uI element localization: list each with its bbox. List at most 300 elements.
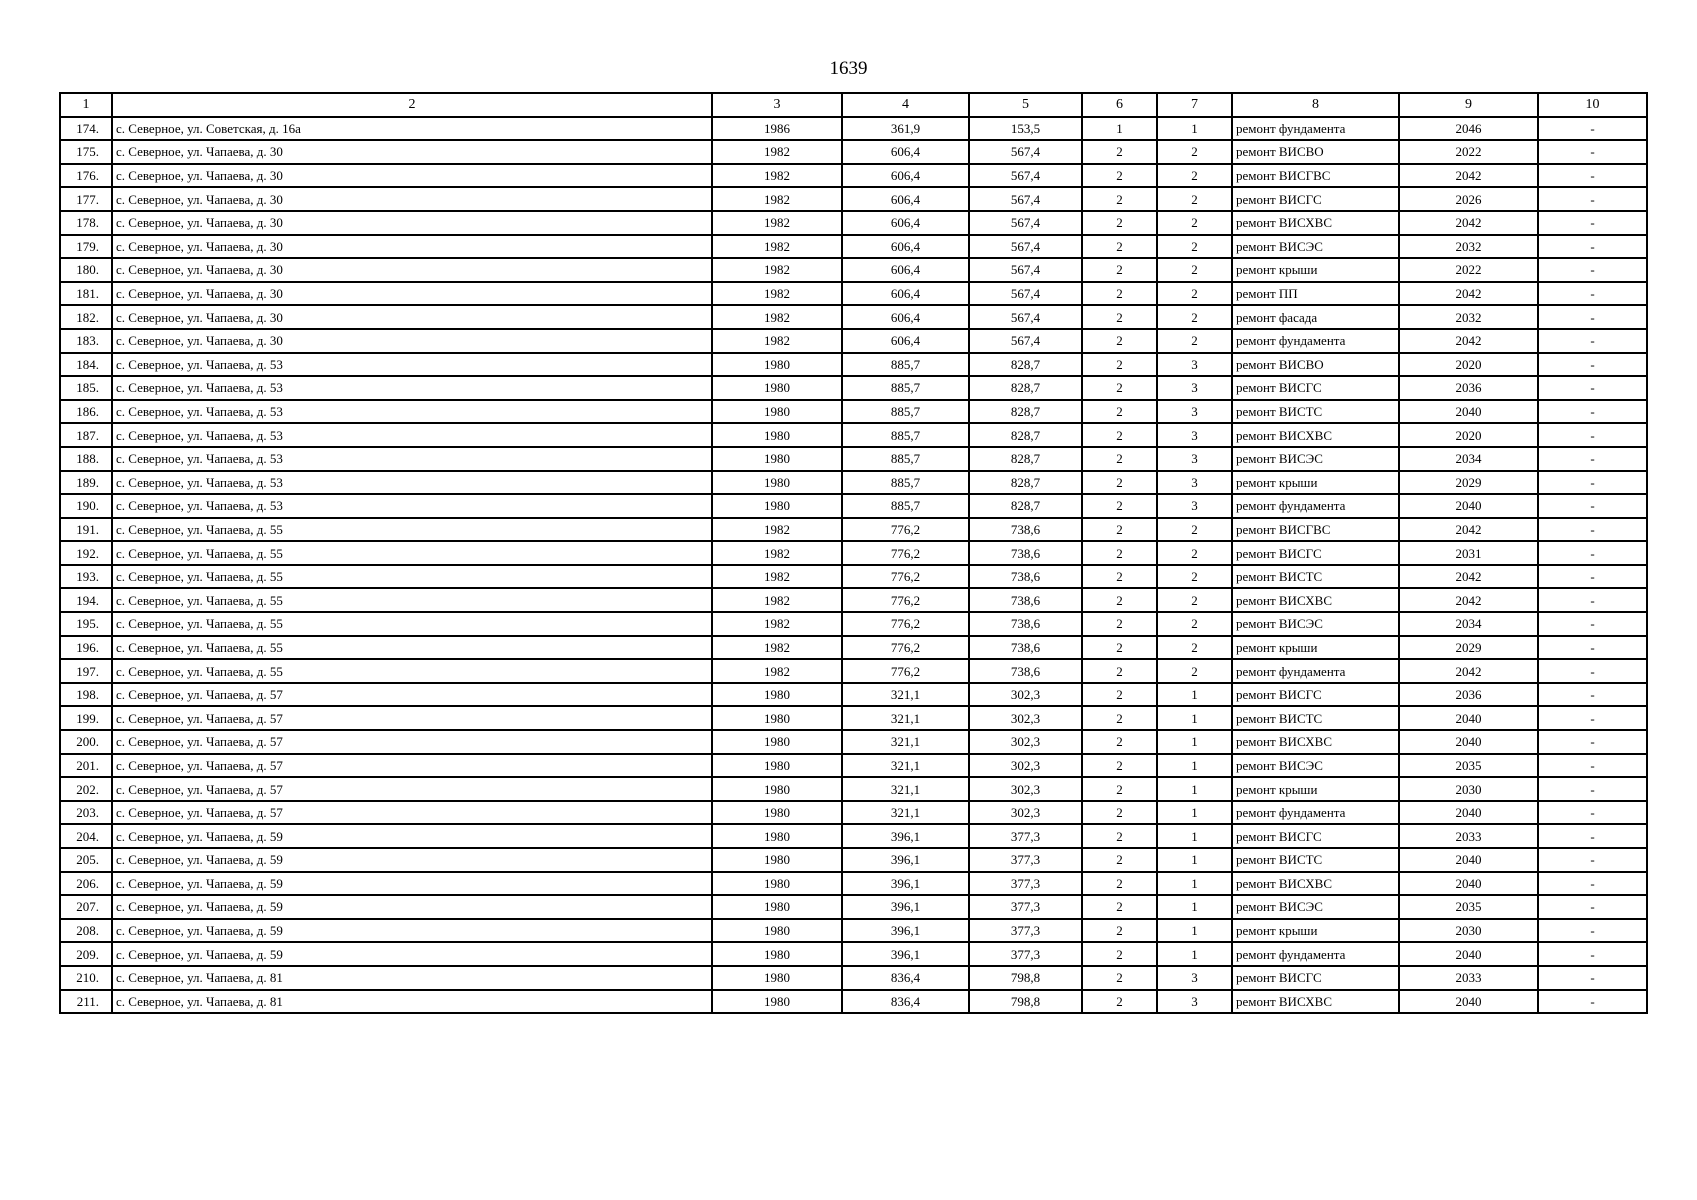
cell-living-area: 302,3 [969, 730, 1082, 754]
cell-work-type: ремонт ПП [1232, 282, 1399, 306]
cell-row-number: 182. [60, 305, 112, 329]
cell-note: - [1538, 187, 1647, 211]
cell-floors-b: 3 [1157, 447, 1232, 471]
cell-total-area: 606,4 [842, 211, 969, 235]
cell-floors-a: 2 [1082, 423, 1157, 447]
cell-planned-year: 2040 [1399, 848, 1538, 872]
table-row [60, 801, 1647, 825]
cell-note: - [1538, 565, 1647, 589]
table-row [60, 164, 1647, 188]
cell-floors-a: 2 [1082, 140, 1157, 164]
cell-address: с. Северное, ул. Чапаева, д. 53 [112, 423, 712, 447]
cell-row-number: 181. [60, 282, 112, 306]
cell-year-built: 1980 [712, 801, 842, 825]
table-row [60, 612, 1647, 636]
cell-total-area: 321,1 [842, 683, 969, 707]
cell-note: - [1538, 282, 1647, 306]
column-header-2: 2 [112, 93, 712, 117]
cell-floors-a: 2 [1082, 518, 1157, 542]
cell-total-area: 321,1 [842, 801, 969, 825]
cell-total-area: 885,7 [842, 353, 969, 377]
cell-planned-year: 2022 [1399, 140, 1538, 164]
cell-row-number: 180. [60, 258, 112, 282]
cell-floors-a: 2 [1082, 541, 1157, 565]
cell-address: с. Северное, ул. Чапаева, д. 57 [112, 706, 712, 730]
cell-work-type: ремонт фундамента [1232, 117, 1399, 141]
cell-row-number: 177. [60, 187, 112, 211]
cell-planned-year: 2030 [1399, 919, 1538, 943]
cell-planned-year: 2042 [1399, 282, 1538, 306]
cell-row-number: 206. [60, 872, 112, 896]
cell-living-area: 567,4 [969, 258, 1082, 282]
cell-note: - [1538, 990, 1647, 1014]
cell-work-type: ремонт ВИСЭС [1232, 447, 1399, 471]
cell-floors-b: 1 [1157, 848, 1232, 872]
cell-planned-year: 2042 [1399, 211, 1538, 235]
cell-floors-a: 2 [1082, 990, 1157, 1014]
cell-total-area: 606,4 [842, 140, 969, 164]
cell-floors-a: 2 [1082, 895, 1157, 919]
cell-note: - [1538, 706, 1647, 730]
table-row [60, 848, 1647, 872]
cell-floors-b: 1 [1157, 117, 1232, 141]
cell-address: с. Северное, ул. Чапаева, д. 55 [112, 588, 712, 612]
cell-work-type: ремонт ВИСГС [1232, 187, 1399, 211]
cell-living-area: 567,4 [969, 187, 1082, 211]
cell-living-area: 567,4 [969, 164, 1082, 188]
cell-work-type: ремонт ВИСХВС [1232, 211, 1399, 235]
cell-total-area: 606,4 [842, 329, 969, 353]
cell-planned-year: 2033 [1399, 824, 1538, 848]
cell-note: - [1538, 447, 1647, 471]
cell-address: с. Северное, ул. Чапаева, д. 30 [112, 140, 712, 164]
cell-total-area: 321,1 [842, 777, 969, 801]
cell-address: с. Северное, ул. Чапаева, д. 55 [112, 565, 712, 589]
cell-year-built: 1980 [712, 754, 842, 778]
cell-year-built: 1980 [712, 777, 842, 801]
cell-total-area: 885,7 [842, 400, 969, 424]
cell-address: с. Северное, ул. Чапаева, д. 53 [112, 353, 712, 377]
cell-year-built: 1980 [712, 400, 842, 424]
cell-note: - [1538, 777, 1647, 801]
cell-living-area: 828,7 [969, 494, 1082, 518]
cell-year-built: 1980 [712, 848, 842, 872]
cell-total-area: 321,1 [842, 730, 969, 754]
cell-planned-year: 2040 [1399, 730, 1538, 754]
cell-year-built: 1986 [712, 117, 842, 141]
cell-living-area: 738,6 [969, 565, 1082, 589]
cell-row-number: 193. [60, 565, 112, 589]
cell-floors-a: 2 [1082, 235, 1157, 259]
cell-living-area: 302,3 [969, 754, 1082, 778]
cell-address: с. Северное, ул. Чапаева, д. 30 [112, 282, 712, 306]
cell-planned-year: 2040 [1399, 872, 1538, 896]
cell-living-area: 738,6 [969, 518, 1082, 542]
table-row [60, 588, 1647, 612]
cell-total-area: 836,4 [842, 990, 969, 1014]
cell-work-type: ремонт ВИСТС [1232, 400, 1399, 424]
cell-floors-a: 2 [1082, 376, 1157, 400]
cell-note: - [1538, 848, 1647, 872]
cell-total-area: 396,1 [842, 895, 969, 919]
cell-year-built: 1982 [712, 305, 842, 329]
cell-note: - [1538, 895, 1647, 919]
cell-address: с. Северное, ул. Чапаева, д. 53 [112, 471, 712, 495]
cell-planned-year: 2040 [1399, 801, 1538, 825]
cell-row-number: 176. [60, 164, 112, 188]
cell-address: с. Северное, ул. Чапаева, д. 30 [112, 187, 712, 211]
table-row [60, 235, 1647, 259]
cell-address: с. Северное, ул. Чапаева, д. 59 [112, 848, 712, 872]
cell-floors-a: 2 [1082, 588, 1157, 612]
cell-living-area: 377,3 [969, 848, 1082, 872]
cell-row-number: 209. [60, 942, 112, 966]
cell-floors-a: 2 [1082, 659, 1157, 683]
cell-year-built: 1980 [712, 376, 842, 400]
cell-planned-year: 2034 [1399, 447, 1538, 471]
cell-living-area: 377,3 [969, 895, 1082, 919]
cell-row-number: 211. [60, 990, 112, 1014]
cell-planned-year: 2040 [1399, 706, 1538, 730]
cell-address: с. Северное, ул. Чапаева, д. 55 [112, 659, 712, 683]
cell-total-area: 606,4 [842, 305, 969, 329]
cell-planned-year: 2042 [1399, 588, 1538, 612]
table-row [60, 824, 1647, 848]
cell-floors-b: 3 [1157, 471, 1232, 495]
cell-address: с. Северное, ул. Чапаева, д. 53 [112, 494, 712, 518]
table-row [60, 376, 1647, 400]
cell-row-number: 175. [60, 140, 112, 164]
cell-floors-b: 3 [1157, 376, 1232, 400]
cell-living-area: 377,3 [969, 872, 1082, 896]
cell-address: с. Северное, ул. Чапаева, д. 30 [112, 211, 712, 235]
cell-floors-a: 2 [1082, 848, 1157, 872]
cell-floors-a: 2 [1082, 919, 1157, 943]
cell-note: - [1538, 966, 1647, 990]
cell-year-built: 1982 [712, 282, 842, 306]
table-row [60, 329, 1647, 353]
cell-address: с. Северное, ул. Чапаева, д. 30 [112, 329, 712, 353]
table-row [60, 942, 1647, 966]
cell-row-number: 188. [60, 447, 112, 471]
cell-floors-b: 3 [1157, 494, 1232, 518]
cell-work-type: ремонт ВИСХВС [1232, 990, 1399, 1014]
cell-year-built: 1980 [712, 872, 842, 896]
cell-total-area: 885,7 [842, 423, 969, 447]
cell-address: с. Северное, ул. Чапаева, д. 30 [112, 305, 712, 329]
cell-year-built: 1982 [712, 636, 842, 660]
cell-year-built: 1980 [712, 895, 842, 919]
table-row [60, 895, 1647, 919]
table-row [60, 777, 1647, 801]
cell-address: с. Северное, ул. Чапаева, д. 55 [112, 612, 712, 636]
cell-row-number: 190. [60, 494, 112, 518]
cell-total-area: 885,7 [842, 447, 969, 471]
cell-living-area: 738,6 [969, 588, 1082, 612]
cell-row-number: 200. [60, 730, 112, 754]
cell-total-area: 606,4 [842, 235, 969, 259]
cell-floors-b: 3 [1157, 990, 1232, 1014]
cell-planned-year: 2042 [1399, 518, 1538, 542]
table-row [60, 117, 1647, 141]
cell-note: - [1538, 471, 1647, 495]
cell-work-type: ремонт ВИСЭС [1232, 895, 1399, 919]
capital-repair-table [59, 92, 1648, 1014]
cell-year-built: 1980 [712, 966, 842, 990]
table-row [60, 518, 1647, 542]
table-row [60, 423, 1647, 447]
cell-living-area: 567,4 [969, 305, 1082, 329]
cell-row-number: 187. [60, 423, 112, 447]
cell-total-area: 396,1 [842, 824, 969, 848]
cell-work-type: ремонт ВИСГС [1232, 683, 1399, 707]
cell-planned-year: 2026 [1399, 187, 1538, 211]
cell-living-area: 302,3 [969, 706, 1082, 730]
cell-planned-year: 2040 [1399, 494, 1538, 518]
cell-work-type: ремонт ВИСХВС [1232, 872, 1399, 896]
cell-address: с. Северное, ул. Чапаева, д. 59 [112, 824, 712, 848]
cell-living-area: 828,7 [969, 400, 1082, 424]
cell-note: - [1538, 329, 1647, 353]
cell-floors-b: 1 [1157, 777, 1232, 801]
cell-address: с. Северное, ул. Чапаева, д. 57 [112, 683, 712, 707]
cell-floors-a: 2 [1082, 966, 1157, 990]
cell-note: - [1538, 211, 1647, 235]
cell-row-number: 195. [60, 612, 112, 636]
cell-floors-a: 2 [1082, 305, 1157, 329]
cell-row-number: 201. [60, 754, 112, 778]
cell-floors-a: 2 [1082, 187, 1157, 211]
cell-floors-b: 1 [1157, 706, 1232, 730]
cell-address: с. Северное, ул. Чапаева, д. 30 [112, 235, 712, 259]
table-row [60, 140, 1647, 164]
cell-living-area: 377,3 [969, 942, 1082, 966]
cell-year-built: 1980 [712, 471, 842, 495]
cell-row-number: 183. [60, 329, 112, 353]
cell-planned-year: 2034 [1399, 612, 1538, 636]
cell-address: с. Северное, ул. Чапаева, д. 57 [112, 730, 712, 754]
cell-row-number: 196. [60, 636, 112, 660]
cell-living-area: 828,7 [969, 471, 1082, 495]
cell-living-area: 567,4 [969, 140, 1082, 164]
table-row [60, 683, 1647, 707]
column-header-1: 1 [60, 93, 112, 117]
cell-floors-b: 2 [1157, 636, 1232, 660]
cell-note: - [1538, 164, 1647, 188]
cell-floors-b: 3 [1157, 423, 1232, 447]
cell-floors-a: 2 [1082, 282, 1157, 306]
cell-row-number: 186. [60, 400, 112, 424]
cell-address: с. Северное, ул. Чапаева, д. 59 [112, 872, 712, 896]
cell-living-area: 828,7 [969, 447, 1082, 471]
cell-floors-b: 1 [1157, 683, 1232, 707]
cell-floors-b: 1 [1157, 824, 1232, 848]
table-row [60, 636, 1647, 660]
cell-planned-year: 2032 [1399, 305, 1538, 329]
cell-row-number: 203. [60, 801, 112, 825]
cell-total-area: 321,1 [842, 754, 969, 778]
table-body [60, 117, 1647, 1014]
cell-address: с. Северное, ул. Чапаева, д. 55 [112, 518, 712, 542]
table-row [60, 471, 1647, 495]
table-row [60, 305, 1647, 329]
table-row [60, 872, 1647, 896]
cell-floors-a: 2 [1082, 612, 1157, 636]
cell-floors-b: 2 [1157, 305, 1232, 329]
cell-planned-year: 2031 [1399, 541, 1538, 565]
cell-year-built: 1982 [712, 211, 842, 235]
cell-row-number: 185. [60, 376, 112, 400]
cell-work-type: ремонт крыши [1232, 636, 1399, 660]
cell-floors-a: 1 [1082, 117, 1157, 141]
cell-planned-year: 2042 [1399, 164, 1538, 188]
cell-total-area: 606,4 [842, 258, 969, 282]
cell-work-type: ремонт ВИСТС [1232, 848, 1399, 872]
cell-row-number: 198. [60, 683, 112, 707]
cell-living-area: 567,4 [969, 282, 1082, 306]
cell-note: - [1538, 541, 1647, 565]
cell-total-area: 836,4 [842, 966, 969, 990]
table-row [60, 565, 1647, 589]
cell-planned-year: 2029 [1399, 471, 1538, 495]
cell-planned-year: 2046 [1399, 117, 1538, 141]
header-row [60, 93, 1647, 117]
cell-total-area: 776,2 [842, 518, 969, 542]
cell-total-area: 885,7 [842, 494, 969, 518]
cell-row-number: 202. [60, 777, 112, 801]
cell-floors-b: 3 [1157, 353, 1232, 377]
table-row [60, 966, 1647, 990]
cell-year-built: 1982 [712, 329, 842, 353]
cell-row-number: 197. [60, 659, 112, 683]
cell-living-area: 738,6 [969, 612, 1082, 636]
cell-row-number: 178. [60, 211, 112, 235]
cell-total-area: 361,9 [842, 117, 969, 141]
column-header-10: 10 [1538, 93, 1647, 117]
cell-floors-b: 2 [1157, 282, 1232, 306]
cell-note: - [1538, 754, 1647, 778]
cell-row-number: 205. [60, 848, 112, 872]
page-number: 1639 [829, 58, 868, 79]
cell-note: - [1538, 659, 1647, 683]
cell-work-type: ремонт ВИСХВС [1232, 588, 1399, 612]
cell-address: с. Северное, ул. Чапаева, д. 55 [112, 541, 712, 565]
cell-total-area: 396,1 [842, 919, 969, 943]
cell-year-built: 1982 [712, 258, 842, 282]
cell-row-number: 208. [60, 919, 112, 943]
cell-work-type: ремонт фундамента [1232, 801, 1399, 825]
cell-note: - [1538, 919, 1647, 943]
cell-year-built: 1980 [712, 919, 842, 943]
cell-floors-b: 3 [1157, 966, 1232, 990]
cell-note: - [1538, 258, 1647, 282]
cell-note: - [1538, 494, 1647, 518]
cell-planned-year: 2035 [1399, 895, 1538, 919]
cell-year-built: 1982 [712, 235, 842, 259]
cell-year-built: 1982 [712, 565, 842, 589]
cell-note: - [1538, 730, 1647, 754]
cell-living-area: 738,6 [969, 659, 1082, 683]
cell-row-number: 192. [60, 541, 112, 565]
cell-address: с. Северное, ул. Чапаева, д. 81 [112, 990, 712, 1014]
cell-floors-a: 2 [1082, 447, 1157, 471]
column-header-4: 4 [842, 93, 969, 117]
cell-year-built: 1982 [712, 588, 842, 612]
cell-floors-b: 1 [1157, 919, 1232, 943]
cell-address: с. Северное, ул. Чапаева, д. 53 [112, 447, 712, 471]
cell-planned-year: 2030 [1399, 777, 1538, 801]
cell-address: с. Северное, ул. Чапаева, д. 55 [112, 636, 712, 660]
cell-year-built: 1980 [712, 353, 842, 377]
cell-row-number: 184. [60, 353, 112, 377]
cell-address: с. Северное, ул. Чапаева, д. 59 [112, 942, 712, 966]
cell-planned-year: 2040 [1399, 942, 1538, 966]
cell-note: - [1538, 423, 1647, 447]
cell-address: с. Северное, ул. Чапаева, д. 81 [112, 966, 712, 990]
table-row [60, 706, 1647, 730]
cell-work-type: ремонт крыши [1232, 471, 1399, 495]
cell-total-area: 396,1 [842, 942, 969, 966]
cell-address: с. Северное, ул. Чапаева, д. 59 [112, 895, 712, 919]
cell-year-built: 1980 [712, 447, 842, 471]
cell-total-area: 606,4 [842, 164, 969, 188]
cell-note: - [1538, 376, 1647, 400]
cell-year-built: 1980 [712, 494, 842, 518]
cell-row-number: 207. [60, 895, 112, 919]
cell-work-type: ремонт ВИСХВС [1232, 423, 1399, 447]
cell-floors-b: 2 [1157, 612, 1232, 636]
cell-floors-b: 2 [1157, 541, 1232, 565]
table-row [60, 541, 1647, 565]
cell-floors-a: 2 [1082, 400, 1157, 424]
column-header-5: 5 [969, 93, 1082, 117]
cell-note: - [1538, 305, 1647, 329]
cell-note: - [1538, 353, 1647, 377]
cell-year-built: 1980 [712, 824, 842, 848]
cell-floors-a: 2 [1082, 565, 1157, 589]
cell-planned-year: 2033 [1399, 966, 1538, 990]
cell-work-type: ремонт ВИСВО [1232, 140, 1399, 164]
cell-floors-a: 2 [1082, 636, 1157, 660]
table-row [60, 282, 1647, 306]
cell-note: - [1538, 140, 1647, 164]
cell-row-number: 189. [60, 471, 112, 495]
cell-total-area: 776,2 [842, 541, 969, 565]
cell-living-area: 828,7 [969, 353, 1082, 377]
cell-work-type: ремонт ВИСГВС [1232, 164, 1399, 188]
cell-floors-b: 2 [1157, 588, 1232, 612]
cell-total-area: 885,7 [842, 376, 969, 400]
cell-planned-year: 2029 [1399, 636, 1538, 660]
cell-floors-b: 2 [1157, 164, 1232, 188]
cell-floors-a: 2 [1082, 706, 1157, 730]
cell-total-area: 776,2 [842, 612, 969, 636]
cell-work-type: ремонт ВИСХВС [1232, 730, 1399, 754]
cell-work-type: ремонт фундамента [1232, 659, 1399, 683]
cell-work-type: ремонт ВИСГС [1232, 376, 1399, 400]
table-row [60, 258, 1647, 282]
cell-note: - [1538, 683, 1647, 707]
cell-floors-b: 1 [1157, 801, 1232, 825]
cell-work-type: ремонт ВИСЭС [1232, 754, 1399, 778]
cell-address: с. Северное, ул. Чапаева, д. 30 [112, 258, 712, 282]
cell-year-built: 1980 [712, 990, 842, 1014]
cell-year-built: 1982 [712, 518, 842, 542]
cell-floors-b: 2 [1157, 659, 1232, 683]
cell-year-built: 1980 [712, 706, 842, 730]
cell-floors-b: 1 [1157, 730, 1232, 754]
cell-note: - [1538, 400, 1647, 424]
